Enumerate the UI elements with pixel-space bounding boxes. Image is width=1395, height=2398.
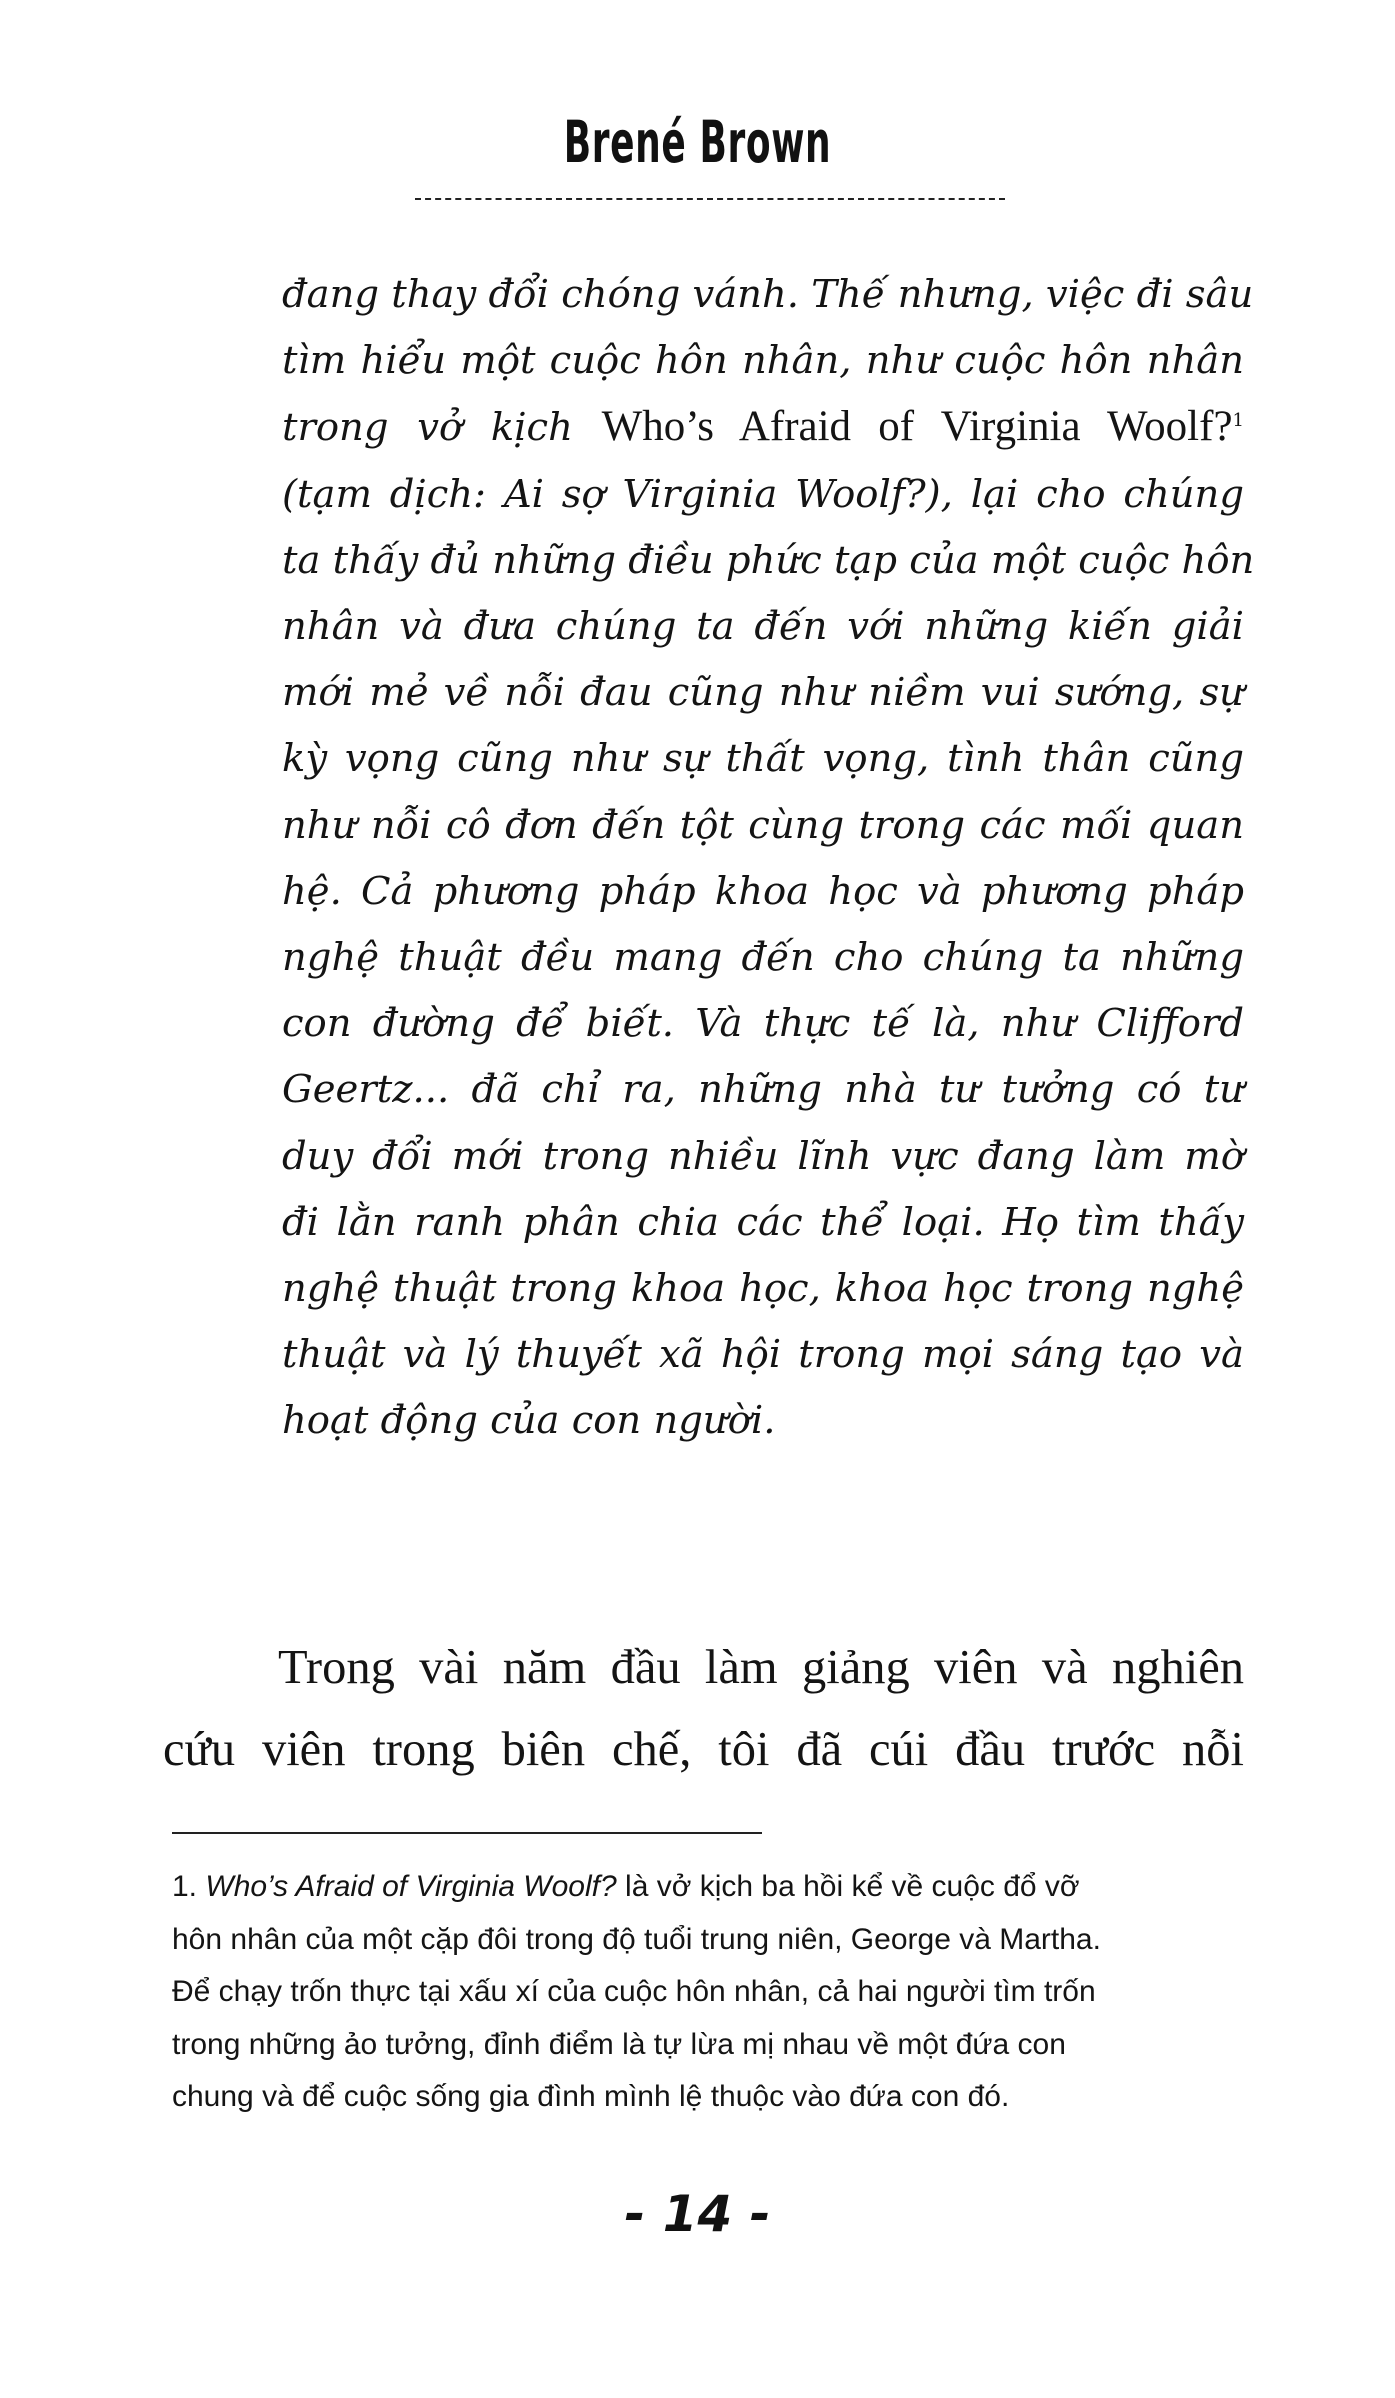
footnote-title: Who’s Afraid of Virginia Woolf? <box>205 1870 617 1903</box>
play-title: Who’s Afraid of Virginia Woolf? <box>601 403 1233 451</box>
quote-line: Geertz... đã chỉ ra, những nhà tư tưởng có tư <box>282 1067 1244 1113</box>
quote-line: ta thấy đủ những điều phức tạp của một cuộc hôn <box>282 537 1255 583</box>
quote-line-prefix: trong vở kịch <box>282 405 573 451</box>
quote-line: như nỗi cô đơn đến tột cùng trong các mối quan <box>282 802 1244 848</box>
quote-line: kỳ vọng cũng như sự thất vọng, tình thân cũng <box>282 736 1244 782</box>
header-dashed-rule <box>415 198 1005 200</box>
body-paragraph <box>163 1627 1244 1791</box>
footnote <box>172 1861 1244 2124</box>
quote-line: mới mẻ về nỗi đau cũng như niềm vui sướng, sự <box>282 670 1244 716</box>
page-number: - 14 - <box>624 2185 771 2243</box>
block-quote <box>282 262 1255 1455</box>
quote-line: thuật và lý thuyết xã hội trong mọi sáng tạo và <box>282 1332 1244 1378</box>
footnote-divider <box>172 1832 762 1834</box>
body-line: cứu viên trong biên chế, tôi đã cúi đầu trước nỗi <box>163 1723 1244 1776</box>
footnote-line: trong những ảo tưởng, đỉnh điểm là tự lừa mị nhau về một đứa con <box>172 2027 1066 2061</box>
quote-line: con đường để biết. Và thực tế là, như Clifford <box>282 1001 1244 1047</box>
body-line: Trong vài năm đầu làm giảng viên và nghiên <box>278 1641 1244 1694</box>
running-head-author: Brené Brown <box>563 108 832 176</box>
quote-line: nhân và đưa chúng ta đến với những kiến giải <box>282 604 1244 650</box>
footnote-line: hôn nhân của một cặp đôi trong độ tuổi trung niên, George và Martha. <box>172 1922 1101 1956</box>
footnote-line: chung và để cuộc sống gia đình mình lệ thuộc vào đứa con đó. <box>172 2080 1010 2113</box>
quote-line-with-title <box>282 394 1244 461</box>
quote-line: hệ. Cả phương pháp khoa học và phương pháp <box>282 868 1244 914</box>
quote-line: nghệ thuật trong khoa học, khoa học trong nghệ <box>282 1266 1244 1312</box>
footnote-line <box>172 1861 1244 1914</box>
footnote-reference: 1 <box>1232 410 1244 432</box>
footnote-number: 1. <box>172 1870 198 1903</box>
footnote-line-rest: là vở kịch ba hồi kể về cuộc đổ vỡ <box>625 1870 1080 1903</box>
footnote-line: Để chạy trốn thực tại xấu xí của cuộc hôn nhân, cả hai người tìm trốn <box>172 1975 1096 2008</box>
quote-line: tìm hiểu một cuộc hôn nhân, như cuộc hôn nhân <box>282 338 1244 384</box>
quote-line: đang thay đổi chóng vánh. Thế nhưng, việc đi sâu <box>282 272 1254 317</box>
quote-line: duy đổi mới trong nhiều lĩnh vực đang làm mờ <box>282 1133 1244 1179</box>
quote-line: (tạm dịch: Ai sợ Virginia Woolf?), lại cho chúng <box>282 471 1244 517</box>
quote-line: đi lằn ranh phân chia các thể loại. Họ tìm thấy <box>282 1199 1244 1245</box>
quote-line: hoạt động của con người. <box>282 1398 776 1444</box>
quote-line: nghệ thuật đều mang đến cho chúng ta những <box>282 935 1244 981</box>
